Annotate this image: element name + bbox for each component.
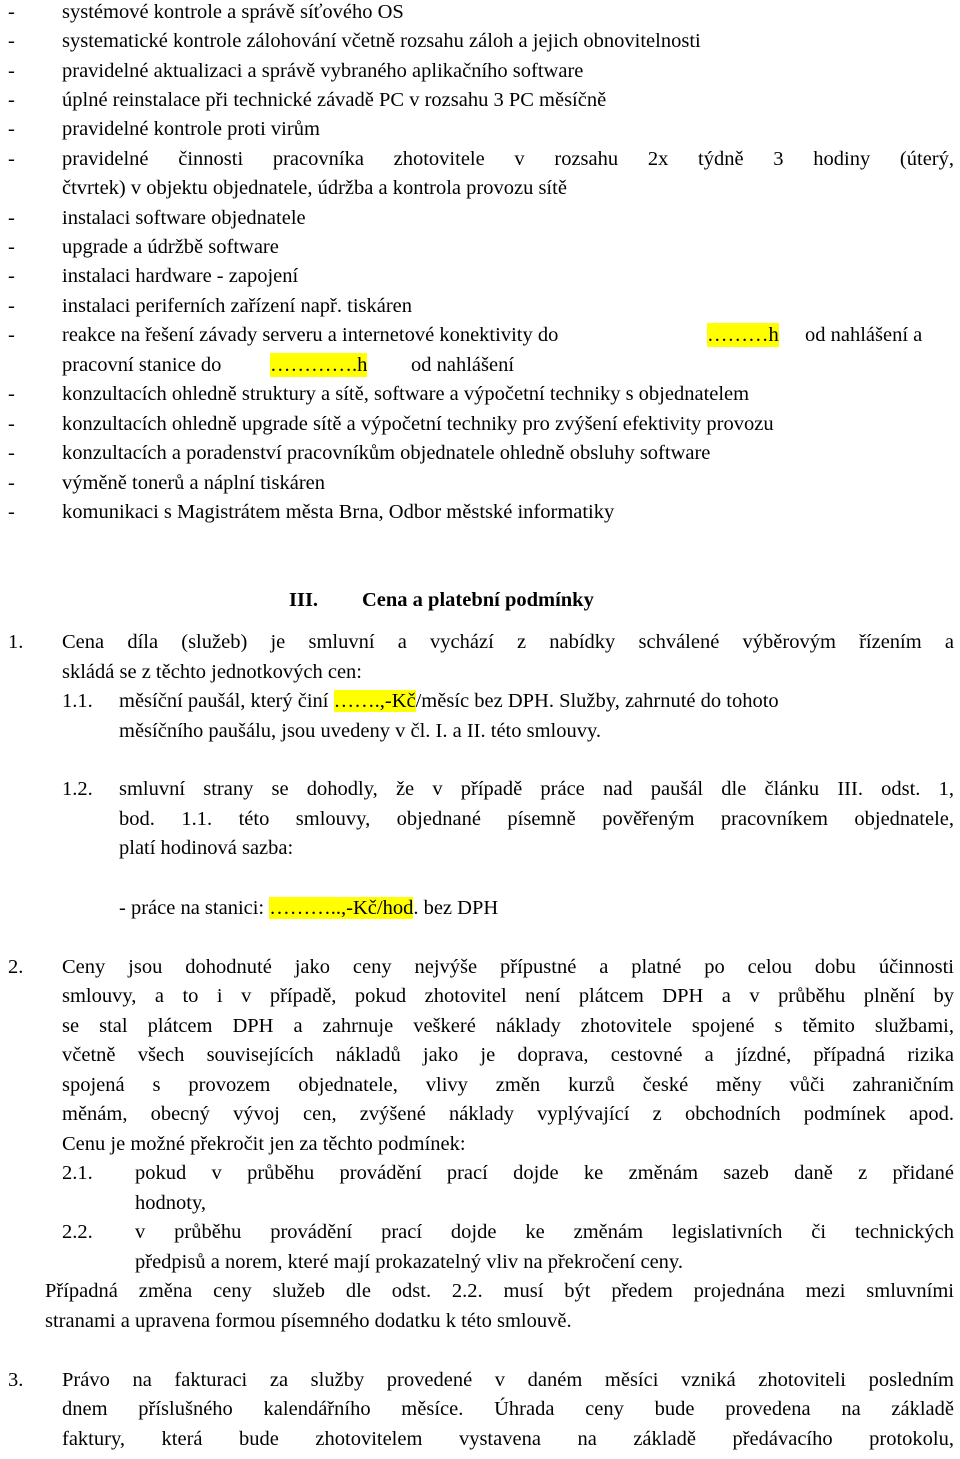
- subparagraph-line: v průběhu provádění prací dojde ke změnám legislativních či technických: [135, 1221, 954, 1243]
- section-number: III.: [289, 589, 319, 611]
- subparagraph-number: 2.2.: [62, 1221, 93, 1243]
- paragraph-line: včetně všech souvisejících nákladů jako je doprava, cestovné a jízdné, případná rizika: [62, 1044, 954, 1066]
- subparagraph-line: měsíční paušál, který činí …….,-Kč/měsíc bez DPH. Služby, zahrnuté do tohoto: [119, 690, 779, 712]
- paragraph-line: spojená s provozem objednatele, vlivy změn kurzů české měny vůči zahraničním: [62, 1074, 954, 1096]
- document-page: - systémové kontrole a správě síťového OS - systematické kontrole zálohování včetně rozsahu záloh a jejich obnovitelnosti - pravidelné aktualizaci a správě vybraného aplikačního software - úplné reinstalace při technické závadě PC v rozsahu 3 PC měsíčně - pravidelné kontrole proti virům - pravidelné činnosti pracovníka zhotovitele v rozsahu 2x týdně 3 hodiny (úterý, čtvrtek) v objektu objednatele, údržba a kontrola provozu sítě - instalaci software objednatele - upgrade a údržbě software - instalaci hardware - zapojení - instalaci periferních zařízení např. tiskáren - reakce na řešení závady serveru a internetové konektivity do ………h od nahlášení a pracovní stanice do ………….h od nahlášení - konzultacích ohledně struktury a sítě, software a výpočetní techniky s objednatelem - konzultacích ohledně upgrade sítě a výpočetní techniky pro zvýšení efektivity provozu - konzultacích a poradenství pracovníkům objednatele ohledně obsluhy software - výměně tonerů a náplní tiskáren - komunikaci s Magistrátem města Brna, Odbor městské informatiky III. Cena a platební podmínky 1. Cena díla (služeb) je smluvní a vychází z nabídky schválené výběrovým řízením a skládá se z těchto jednotkových cen: 1.1. měsíční paušál, který činí …….,-Kč/měsíc bez DPH. Služby, zahrnuté do tohoto měsíčního paušálu, jsou uvedeny v čl. I. a II. této smlouvy. 1.2. smluvní strany se dohodly, že v případě práce nad paušál dle článku III. odst. 1, bod. 1.1. této smlouvy, objednané písemně pověřeným pracovníkem objednatele, platí hodinová sazba: - práce na stanici: ………..,-Kč/hod. bez DPH 2. Ceny jsou dohodnuté jako ceny nejvýše přípustné a platné po celou dobu účinnosti smlouvy, a to i v případě, pokud zhotovitel není plátcem DPH a v průběhu plnění by se stal plátcem DPH a zahrnuje veškeré náklady zhotovitele spojené s těmito službami, včetně všech souvisejících nákladů jako je doprava, cestovné a jízdné, případná rizika spojená s provozem objednatele, vlivy změn kurzů české měny vůči zahraničním měnám, obecný vývoj cen, zvýšené náklady vyplývající z obchodních podmínek apod. Cenu je možné překročit jen za těchto podmínek: 2.1. pokud v průběhu provádění prací dojde ke změnám sazeb daně z přidané hodnoty, 2.2. v průběhu provádění prací dojde ke změnám legislativních či technických předpisů a norem, které mají prokazatelný vliv na překročení ceny. Případná změna ceny služeb dle odst. 2.2. musí být předem projednána mezi smluvními stranami a upravena formou písemného dodatku k této smlouvě. 3. Právo na fakturaci za služby provedené v daném měsíci vzniká zhotoviteli posledním dnem příslušného kalendářního měsíce. Úhrada ceny bude provedena na základě faktury, která bude zhotovitelem vystavena na základě předávacího protokolu,: [8, 1, 954, 1450]
- highlight-price: …….,-Kč: [333, 690, 416, 712]
- paragraph-line: smlouvy, a to i v případě, pokud zhotovitel není plátcem DPH a v průběhu plnění by: [62, 985, 954, 1007]
- paragraph-line: Případná změna ceny služeb dle odst. 2.2. musí být předem projednána mezi smluvními: [45, 1280, 954, 1302]
- subparagraph-line: bod. 1.1. této smlouvy, objednané písemně pověřeným pracovníkem objednatele,: [119, 808, 954, 830]
- paragraph-line: Právo na fakturaci za služby provedené v daném měsíci vzniká zhotoviteli posledním: [62, 1369, 954, 1391]
- subparagraph-number: 1.2.: [62, 778, 93, 800]
- paragraph-line: Cena díla (služeb) je smluvní a vychází z nabídky schválené výběrovým řízením a: [62, 631, 954, 653]
- paragraph-line: dnem příslušného kalendářního měsíce. Úhrada ceny bude provedena na základě: [62, 1398, 954, 1420]
- paragraph-line: stranami a upravena formou písemného dodatku k této smlouvě.: [45, 1310, 572, 1332]
- subparagraph-line: měsíčního paušálu, jsou uvedeny v čl. I. a II. této smlouvy.: [119, 720, 602, 742]
- paragraph-line: skládá se z těchto jednotkových cen:: [62, 661, 362, 683]
- paragraph-number: 2.: [8, 956, 24, 978]
- subparagraph-line: předpisů a norem, které mají prokazatelný vliv na překročení ceny.: [135, 1251, 683, 1273]
- subparagraph-line: platí hodinová sazba:: [119, 837, 294, 859]
- hourly-rate-line: - práce na stanici: ………..,-Kč/hod. bez DPH: [119, 897, 499, 919]
- highlight-hours: ………….h: [270, 354, 368, 376]
- subparagraph-line: hodnoty,: [135, 1192, 206, 1214]
- paragraph-line: se stal plátcem DPH a zahrnuje veškeré náklady zhotovitele spojené s těmito službami,: [62, 1015, 954, 1037]
- subparagraph-number: 1.1.: [62, 690, 93, 712]
- subparagraph-number: 2.1.: [62, 1162, 93, 1184]
- highlight-rate: ………..,-Kč/hod: [269, 897, 414, 919]
- list-item-continuation: čtvrtek) v objektu objednatele, údržba a kontrola provozu sítě: [62, 177, 567, 199]
- paragraph-line: Ceny jsou dohodnuté jako ceny nejvýše přípustné a platné po celou dobu účinnosti: [62, 956, 954, 978]
- paragraph-line: faktury, která bude zhotovitelem vystavena na základě předávacího protokolu,: [62, 1428, 954, 1450]
- paragraph-line: měnám, obecný vývoj cen, zvýšené náklady vyplývající z obchodních podmínek apod.: [62, 1103, 954, 1125]
- section-title: Cena a platební podmínky: [362, 589, 594, 611]
- paragraph-line: Cenu je možné překročit jen za těchto podmínek:: [62, 1133, 466, 1155]
- subparagraph-line: pokud v průběhu provádění prací dojde ke změnám sazeb daně z přidané: [135, 1162, 954, 1184]
- paragraph-number: 1.: [8, 631, 24, 653]
- highlight-hours: ………h: [707, 324, 779, 346]
- paragraph-number: 3.: [8, 1369, 24, 1391]
- subparagraph-line: smluvní strany se dohodly, že v případě práce nad paušál dle článku III. odst. 1,: [119, 778, 954, 800]
